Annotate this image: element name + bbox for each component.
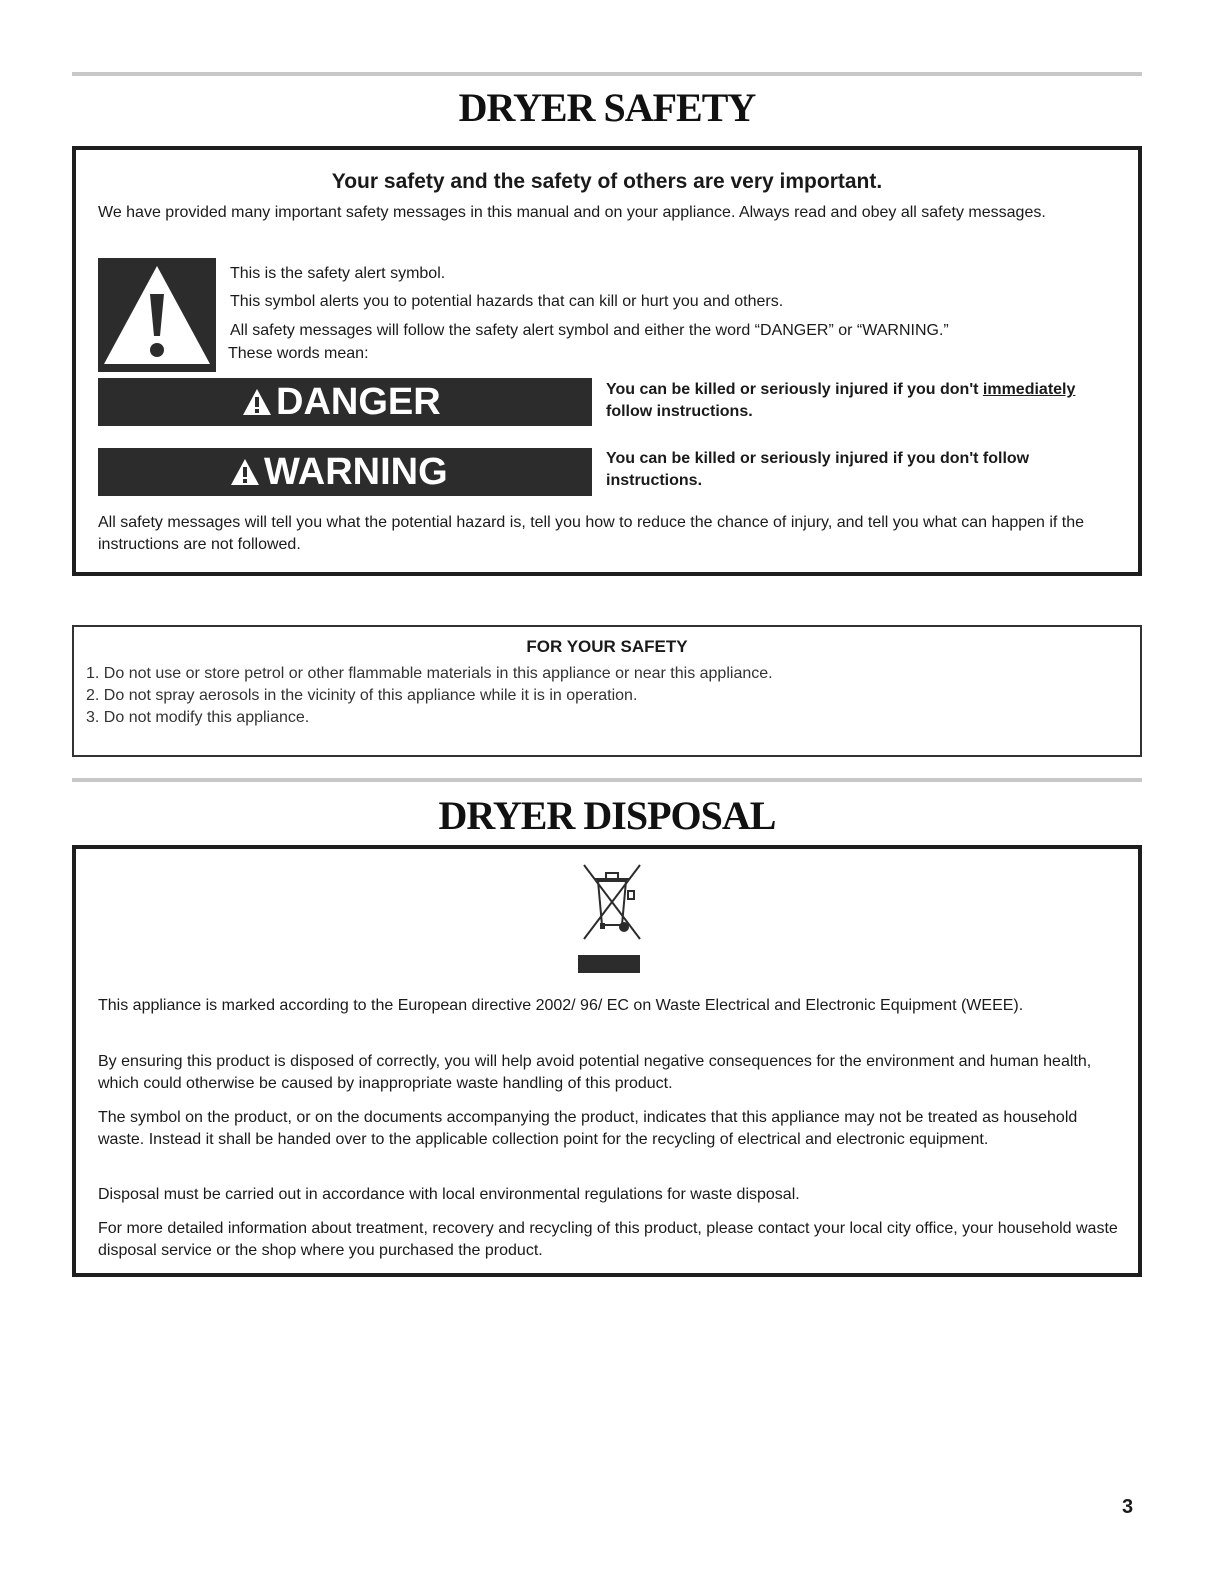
symbol-line-1: This is the safety alert symbol. xyxy=(230,265,446,282)
safety-intro: We have provided many important safety messages in this manual and on your appliance. Always read and obey all safety messages. xyxy=(98,204,1046,221)
danger-text-before: You can be killed or seriously injured if you don't xyxy=(606,381,983,398)
disposal-paragraph-3: The symbol on the product, or on the documents accompanying the product, indicates that this appliance may not be treated as household waste. Instead it shall be handed over to the applicable collection point for the recycling of electrical and electronic equipment. xyxy=(98,1109,1078,1148)
symbol-line-4: These words mean: xyxy=(228,345,369,362)
danger-text-after: follow instructions. xyxy=(606,403,753,420)
safety-info-box xyxy=(72,146,1142,576)
safety-subhead: Your safety and the safety of others are very important. xyxy=(331,170,883,193)
danger-label: DANGER xyxy=(276,381,441,423)
disposal-info-box xyxy=(72,845,1142,1277)
for-your-safety-box xyxy=(72,625,1142,757)
disposal-paragraph-2: By ensuring this product is disposed of correctly, you will help avoid potential negative consequences for the environment and human health, which could otherwise be caused by inappropriate waste handling of this product. xyxy=(98,1053,1092,1092)
dryer-safety-title: DRYER SAFETY xyxy=(458,85,756,130)
safety-alert-symbol xyxy=(98,258,216,372)
dryer-disposal-title: DRYER DISPOSAL xyxy=(438,793,776,838)
disposal-paragraph-1: This appliance is marked according to the European directive 2002/ 96/ EC on Waste Electrical and Electronic Equipment (WEEE). xyxy=(98,997,1024,1014)
disposal-rule xyxy=(72,778,1142,782)
safety-alert-triangle-icon xyxy=(98,258,216,372)
crossed-out-wheelie-bin-icon xyxy=(576,861,646,941)
page-number: 3 xyxy=(1122,1496,1134,1518)
warning-label: WARNING xyxy=(264,451,448,493)
list-item: 1. Do not use or store petrol or other flammable materials in this appliance or near this appliance. xyxy=(86,665,773,682)
weee-black-bar xyxy=(578,955,640,973)
symbol-line-3: All safety messages will follow the safety alert symbol and either the word “DANGER” or “WARNING.” xyxy=(230,322,949,339)
disposal-paragraph-5: For more detailed information about treatment, recovery and recycling of this product, please contact your local city office, your household waste disposal service or the shop where you purchased the product. xyxy=(98,1220,1118,1259)
warning-alert-icon xyxy=(230,458,260,486)
list-item: 3. Do not modify this appliance. xyxy=(86,709,310,726)
danger-description xyxy=(606,379,1136,423)
top-rule xyxy=(72,72,1142,76)
disposal-paragraph-4: Disposal must be carried out in accordance with local environmental regulations for waste disposal. xyxy=(98,1186,800,1203)
danger-banner xyxy=(98,378,592,426)
for-your-safety-heading: FOR YOUR SAFETY xyxy=(526,637,688,656)
for-your-safety-list xyxy=(86,663,773,729)
danger-text-emphasis: immediately xyxy=(982,381,1076,398)
safety-footer: All safety messages will tell you what the potential hazard is, tell you how to reduce the chance of injury, and tell you what can happen if the instructions are not followed. xyxy=(98,514,1085,553)
symbol-line-2: This symbol alerts you to potential hazards that can kill or hurt you and others. xyxy=(230,293,784,310)
danger-alert-icon xyxy=(242,388,272,416)
warning-banner xyxy=(98,448,592,496)
list-item: 2. Do not spray aerosols in the vicinity of this appliance while it is in operation. xyxy=(86,687,638,704)
warning-description: You can be killed or seriously injured if you don't follow instructions. xyxy=(606,450,1030,489)
